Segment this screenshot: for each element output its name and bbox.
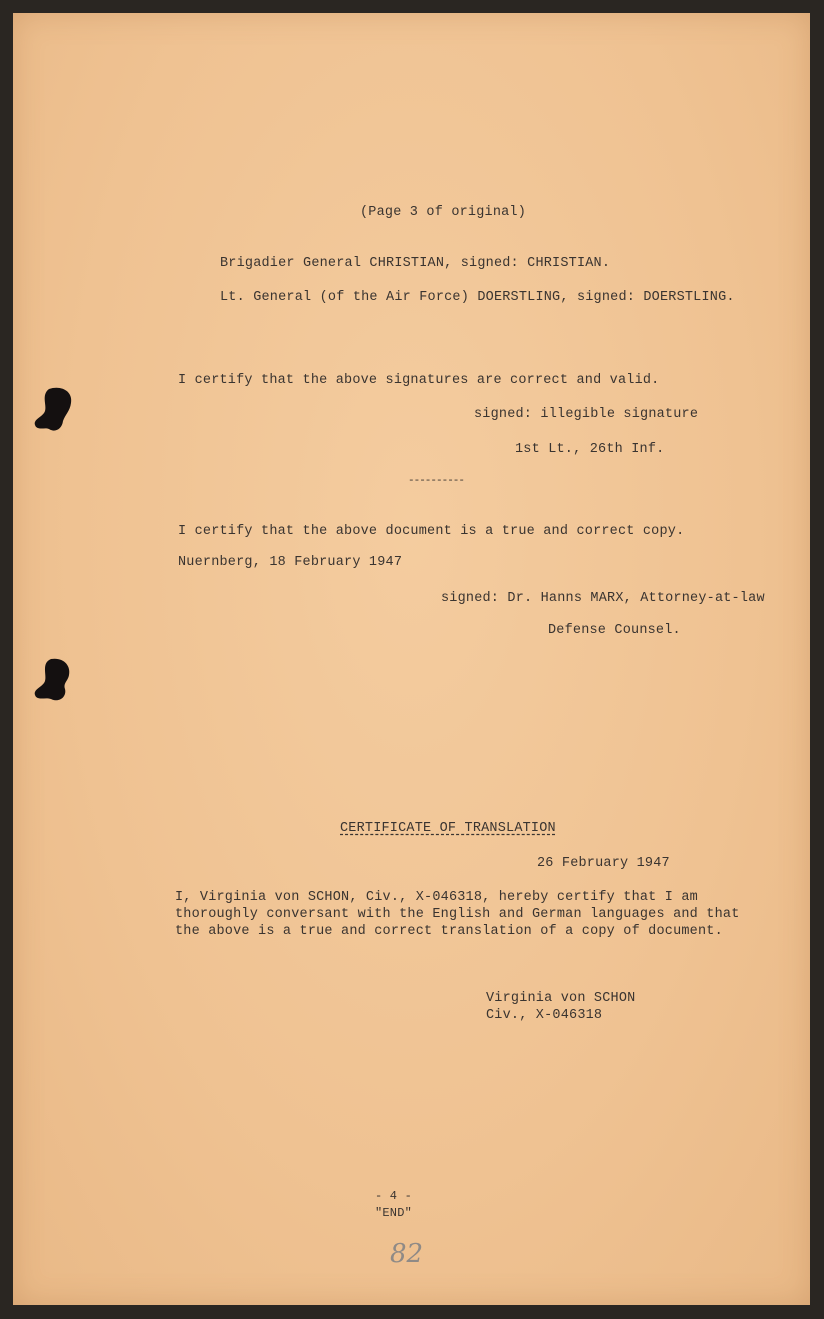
certification-1-text: I certify that the above signatures are correct and valid.: [178, 373, 660, 388]
end-mark: "END": [375, 1206, 413, 1220]
certification-2-role: Defense Counsel.: [548, 623, 681, 638]
certification-1-rank: 1st Lt., 26th Inf.: [515, 442, 665, 457]
punch-hole-lower-icon: [33, 657, 77, 705]
translator-name: Virginia von SCHON: [486, 991, 636, 1006]
page-header: (Page 3 of original): [360, 205, 527, 220]
signatory-line-2: Lt. General (of the Air Force) DOERSTLING, signed: DOERSTLING.: [220, 290, 735, 305]
translation-certificate-heading: CERTIFICATE OF TRANSLATION: [340, 821, 556, 836]
translation-certificate-date: 26 February 1947: [537, 856, 670, 871]
certification-1-signed: signed: illegible signature: [474, 407, 699, 422]
translator-id: Civ., X-046318: [486, 1008, 603, 1023]
page-number: - 4 -: [375, 1189, 413, 1203]
document-page: [13, 13, 810, 1305]
translation-body-line-3: the above is a true and correct translation of a copy of document.: [175, 924, 723, 939]
translation-body-line-2: thoroughly conversant with the English and German languages and that: [175, 907, 740, 922]
translation-body-line-1: I, Virginia von SCHON, Civ., X-046318, hereby certify that I am: [175, 890, 698, 905]
certification-2-text: I certify that the above document is a true and correct copy.: [178, 524, 685, 539]
certification-2-place-date: Nuernberg, 18 February 1947: [178, 555, 403, 570]
handwritten-page-number: 82: [390, 1239, 424, 1269]
separator-line: ----------: [408, 475, 465, 487]
signatory-line-1: Brigadier General CHRISTIAN, signed: CHRISTIAN.: [220, 256, 611, 271]
punch-hole-upper-icon: [33, 385, 77, 435]
certification-2-signed: signed: Dr. Hanns MARX, Attorney-at-law: [441, 591, 765, 606]
